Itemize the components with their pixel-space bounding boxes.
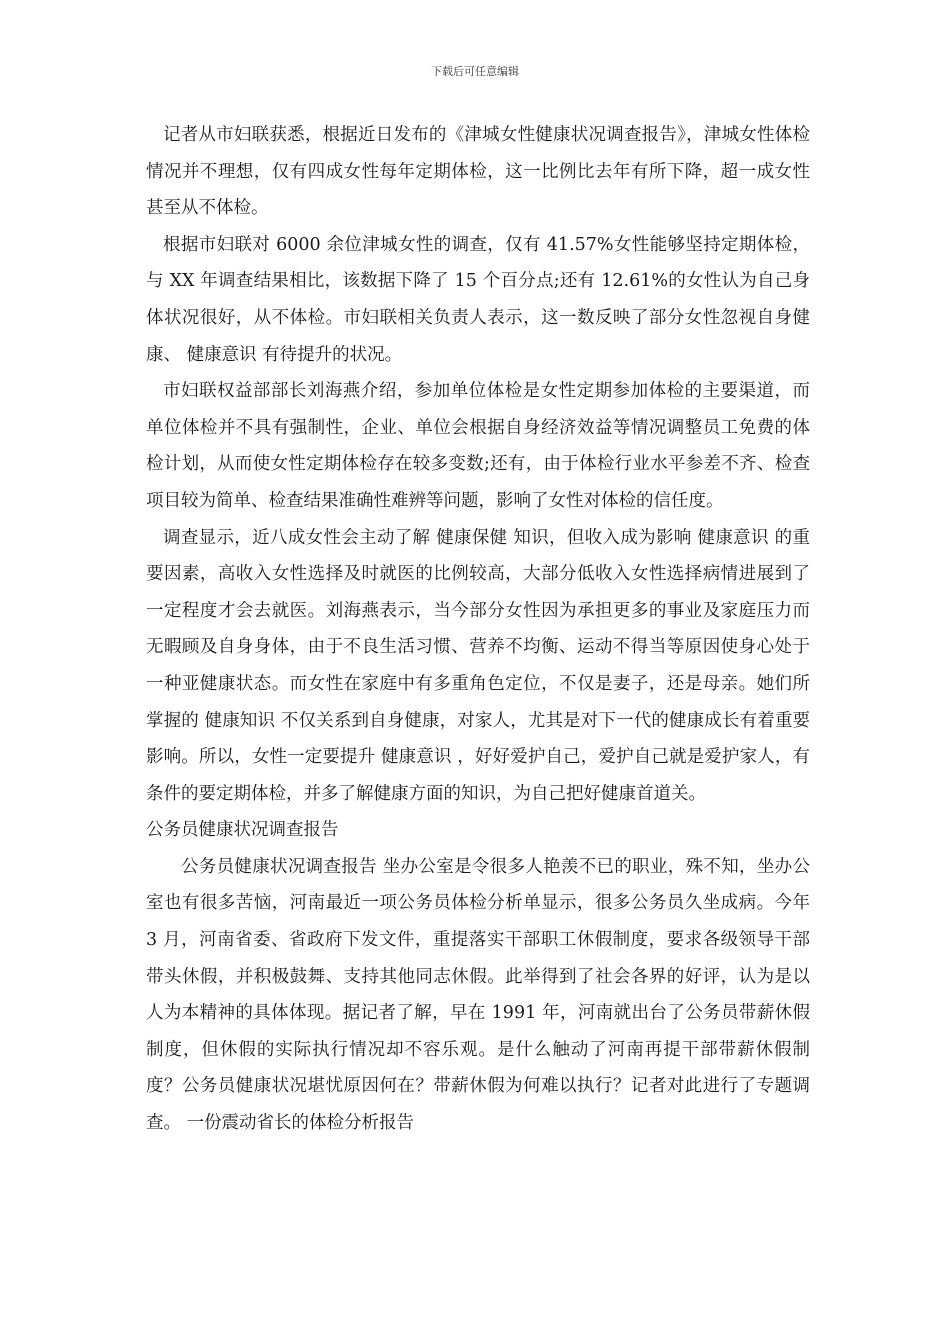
paragraph-4: 调查显示，近八成女性会主动了解 健康保健 知识，但收入成为影响 健康意识 的重要因素，高收入女性选择及时就医的比例较高，大部分低收入女性选择病情进展到了一定程度才会去就医。刘海燕表示，当今部分女性因为承担更多的事业及家庭压力而无暇顾及自身身体，由于不良生活习惯、营养不均衡、运动不得当等原因使身心处于一种亚健康状态。而女性在家庭中有多重角色定位，不仅是妻子，还是母亲。她们所掌握的 健康知识 不仅关系到自身健康，对家人，尤其是对下一代的健康成长有着重要影响。所以，女性一定要提升 健康意识 ，好好爱护自己，爱护自己就是爱护家人，有条件的要定期体检，并多了解健康方面的知识，为自己把好健康首道关。 [146, 527, 810, 804]
document-body [146, 117, 810, 1142]
section-paragraph: 公务员健康状况调查报告 坐办公室是令很多人艳羡不已的职业，殊不知，坐办公室也有很多苦恼，河南最近一项公务员体检分析单显示，很多公务员久坐成病。今年 3 月，河南省委、省政府下发文件，重提落实干部职工休假制度，要求各级领导干部带头休假，并积极鼓舞、支持其他同志休假。此举得到了社会各界的好评，认为是以人为本精神的具体体现。据记者了解，早在 1991 年，河南就出台了公务员带薪休假制度，但休假的实际执行情况却不容乐观。是什么触动了河南再提干部带薪休假制度？公务员健康状况堪忧原因何在？带薪休假为何难以执行？记者对此进行了专题调查。 一份震动省长的体检分析报告 [146, 856, 810, 1134]
paragraph-1: 记者从市妇联获悉，根据近日发布的《津城女性健康状况调查报告》，津城女性体检情况并不理想，仅有四成女性每年定期体检，这一比例比去年有所下降，超一成女性甚至从不体检。 [146, 125, 810, 219]
page-header-note: 下载后可任意编辑 [431, 65, 519, 78]
paragraph-2: 根据市妇联对 6000 余位津城女性的调查，仅有 41.57%女性能够坚持定期体检，与 XX 年调查结果相比，该数据下降了 15 个百分点;还有 12.61%的女性认为自己身体状况很好，从不体检。市妇联相关负责人表示，这一数反映了部分女性忽视自身健康、 健康意识 有待提升的状况。 [146, 234, 810, 365]
section-title: 公务员健康状况调查报告 [146, 820, 339, 841]
paragraph-3: 市妇联权益部部长刘海燕介绍，参加单位体检是女性定期参加体检的主要渠道，而单位体检并不具有强制性，企业、单位会根据自身经济效益等情况调整员工免费的体检计划，从而使女性定期体检存在较多变数;还有，由于体检行业水平参差不齐、检查项目较为简单、检查结果准确性难辨等问题，影响了女性对体检的信任度。 [146, 381, 810, 511]
